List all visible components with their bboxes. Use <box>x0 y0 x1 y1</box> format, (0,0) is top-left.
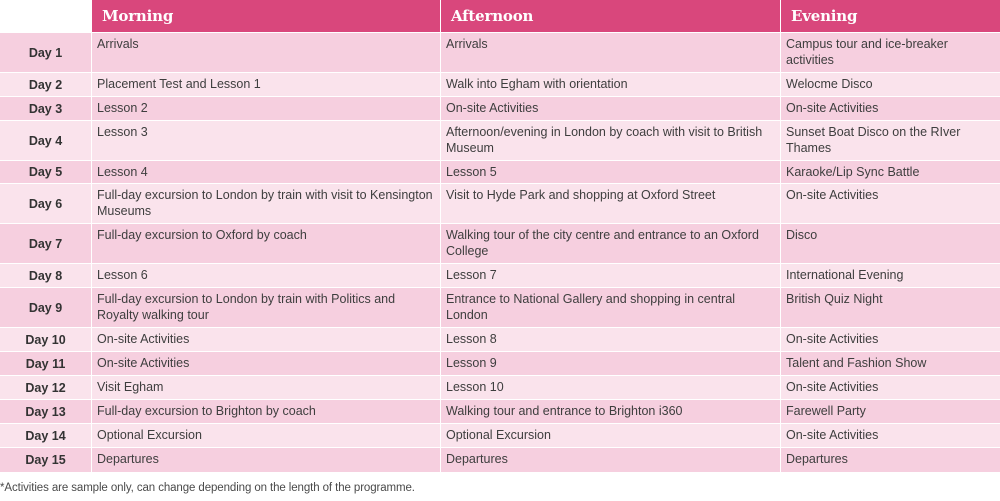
table-row <box>0 287 1000 327</box>
table-row <box>0 263 1000 287</box>
schedule-body <box>0 32 1000 472</box>
morning-cell: Full-day excursion to Brighton by coach <box>92 399 441 423</box>
table-row <box>0 72 1000 96</box>
evening-cell: British Quiz Night <box>781 287 1000 327</box>
day-label: Day 5 <box>0 160 92 183</box>
evening-cell: Talent and Fashion Show <box>781 351 1000 375</box>
day-label: Day 8 <box>0 263 92 287</box>
morning-cell: Full-day excursion to London by train with visit to Kensington Museums <box>92 183 441 223</box>
day-label: Day 6 <box>0 183 92 223</box>
morning-cell: Departures <box>92 447 441 472</box>
afternoon-cell: On-site Activities <box>441 96 781 120</box>
afternoon-cell: Lesson 10 <box>441 375 781 399</box>
afternoon-cell: Walking tour and entrance to Brighton i360 <box>441 399 781 423</box>
morning-cell: Full-day excursion to London by train with Politics and Royalty walking tour <box>92 287 441 327</box>
afternoon-cell: Lesson 5 <box>441 160 781 183</box>
evening-cell: Karaoke/Lip Sync Battle <box>781 160 1000 183</box>
table-row <box>0 96 1000 120</box>
evening-cell: Farewell Party <box>781 399 1000 423</box>
morning-cell: Full-day excursion to Oxford by coach <box>92 223 441 263</box>
afternoon-cell: Optional Excursion <box>441 423 781 447</box>
table-row <box>0 375 1000 399</box>
morning-cell: On-site Activities <box>92 327 441 351</box>
day-label: Day 11 <box>0 351 92 375</box>
header-morning: Morning <box>92 0 441 32</box>
day-label: Day 1 <box>0 32 92 72</box>
evening-cell: On-site Activities <box>781 327 1000 351</box>
evening-cell: On-site Activities <box>781 375 1000 399</box>
afternoon-cell: Lesson 8 <box>441 327 781 351</box>
morning-cell: Visit Egham <box>92 375 441 399</box>
schedule-header <box>0 0 1000 32</box>
afternoon-cell: Afternoon/evening in London by coach with visit to British Museum <box>441 120 781 160</box>
day-label: Day 9 <box>0 287 92 327</box>
afternoon-cell: Visit to Hyde Park and shopping at Oxford Street <box>441 183 781 223</box>
evening-cell: Departures <box>781 447 1000 472</box>
evening-cell: On-site Activities <box>781 96 1000 120</box>
morning-cell: Lesson 6 <box>92 263 441 287</box>
afternoon-cell: Walking tour of the city centre and entrance to an Oxford College <box>441 223 781 263</box>
day-label: Day 3 <box>0 96 92 120</box>
evening-cell: On-site Activities <box>781 183 1000 223</box>
evening-cell: International Evening <box>781 263 1000 287</box>
day-label: Day 10 <box>0 327 92 351</box>
header-corner <box>0 0 92 32</box>
table-row <box>0 399 1000 423</box>
evening-cell: Sunset Boat Disco on the RIver Thames <box>781 120 1000 160</box>
day-label: Day 12 <box>0 375 92 399</box>
morning-cell: Lesson 3 <box>92 120 441 160</box>
morning-cell: Lesson 2 <box>92 96 441 120</box>
table-row <box>0 327 1000 351</box>
morning-cell: Arrivals <box>92 32 441 72</box>
table-row <box>0 223 1000 263</box>
table-row <box>0 183 1000 223</box>
table-row <box>0 351 1000 375</box>
table-row <box>0 120 1000 160</box>
day-label: Day 15 <box>0 447 92 472</box>
table-row <box>0 160 1000 183</box>
afternoon-cell: Walk into Egham with orientation <box>441 72 781 96</box>
header-row <box>0 0 1000 32</box>
morning-cell: Lesson 4 <box>92 160 441 183</box>
table-row <box>0 32 1000 72</box>
header-afternoon: Afternoon <box>441 0 781 32</box>
footnote: *Activities are sample only, can change depending on the length of the programme. <box>0 482 415 494</box>
day-label: Day 4 <box>0 120 92 160</box>
evening-cell: Welocme Disco <box>781 72 1000 96</box>
table-row <box>0 423 1000 447</box>
afternoon-cell: Departures <box>441 447 781 472</box>
day-label: Day 2 <box>0 72 92 96</box>
afternoon-cell: Arrivals <box>441 32 781 72</box>
morning-cell: Optional Excursion <box>92 423 441 447</box>
table-row <box>0 447 1000 472</box>
morning-cell: On-site Activities <box>92 351 441 375</box>
evening-cell: On-site Activities <box>781 423 1000 447</box>
day-label: Day 14 <box>0 423 92 447</box>
day-label: Day 7 <box>0 223 92 263</box>
afternoon-cell: Entrance to National Gallery and shopping in central London <box>441 287 781 327</box>
evening-cell: Campus tour and ice-breaker activities <box>781 32 1000 72</box>
morning-cell: Placement Test and Lesson 1 <box>92 72 441 96</box>
day-label: Day 13 <box>0 399 92 423</box>
afternoon-cell: Lesson 9 <box>441 351 781 375</box>
evening-cell: Disco <box>781 223 1000 263</box>
header-evening: Evening <box>781 0 1000 32</box>
afternoon-cell: Lesson 7 <box>441 263 781 287</box>
